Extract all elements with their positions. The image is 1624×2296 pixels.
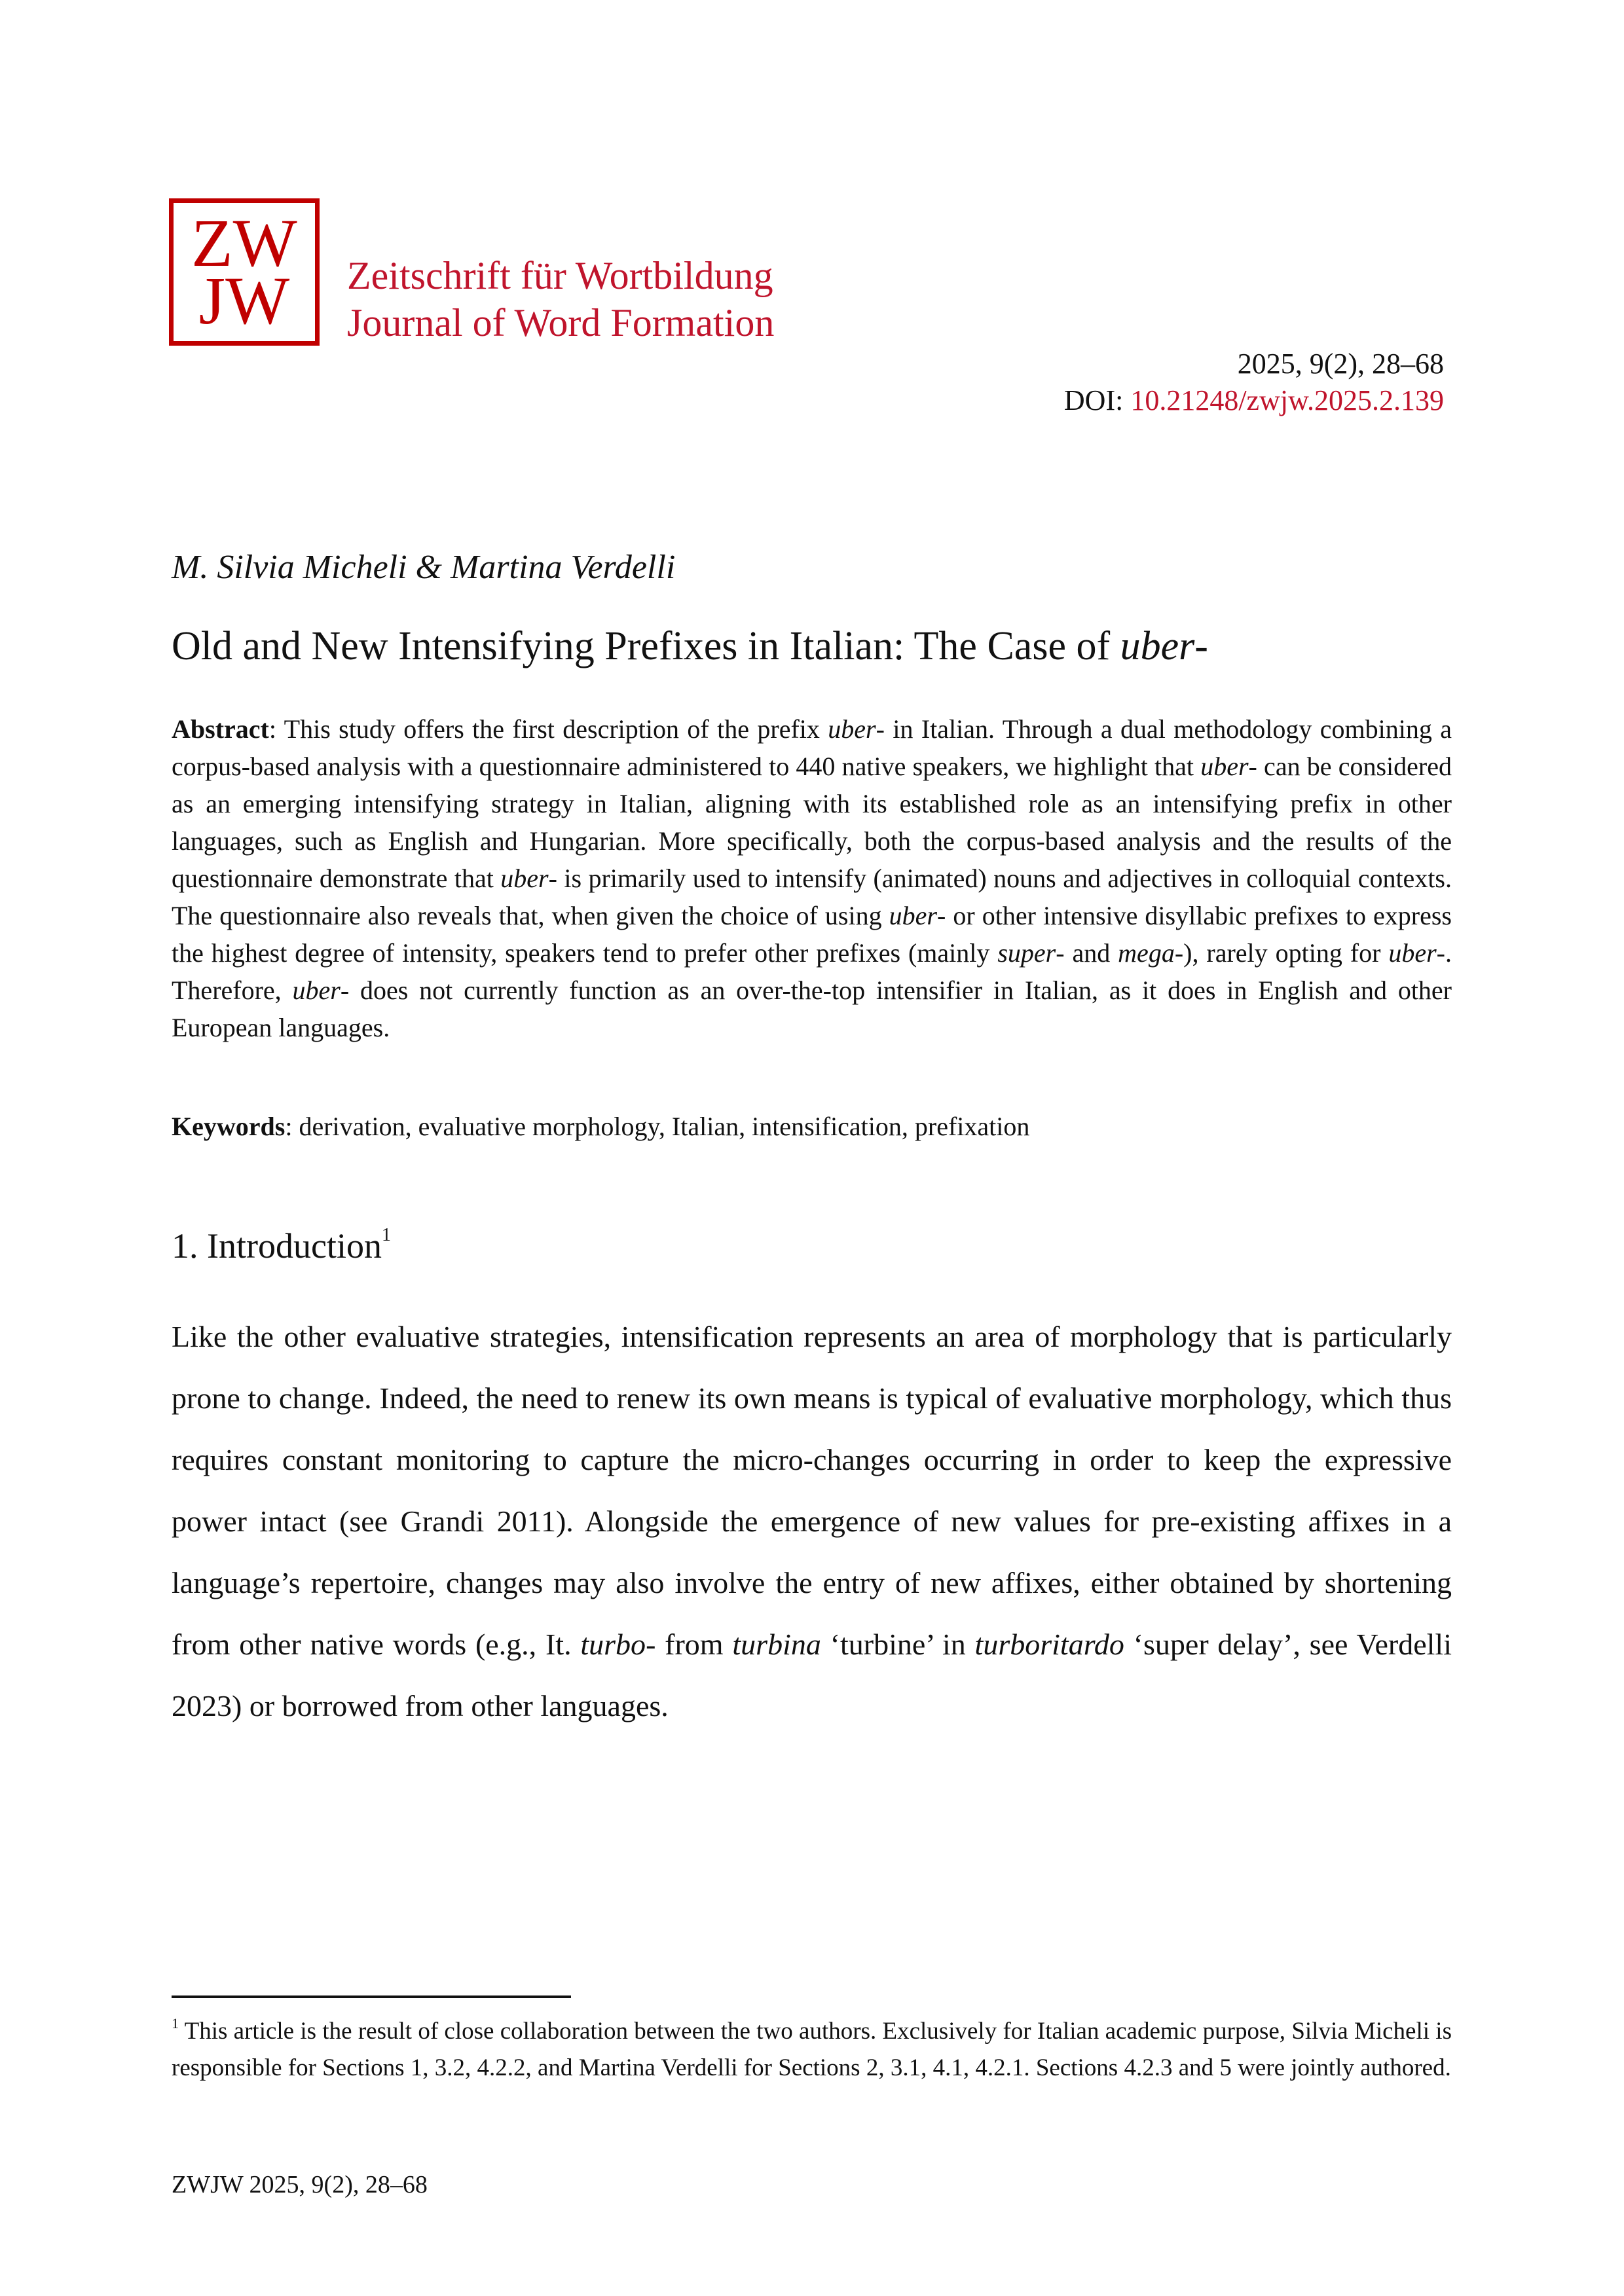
- keywords-list: : derivation, evaluative morphology, Italian, intensification, prefixation: [285, 1112, 1030, 1141]
- doi-label: DOI:: [1063, 384, 1131, 416]
- abstract-text: - and: [1056, 938, 1118, 968]
- abstract-italic-term: uber: [500, 864, 549, 893]
- title-main: Old and New Intensifying Prefixes in Italian: The Case of: [172, 624, 1120, 668]
- article-authors: M. Silvia Micheli & Martina Verdelli: [172, 549, 676, 586]
- abstract-text: - or other intensive disyllabic prefixes to express the highest degree of intensity, speakers tend to prefer other prefixes (mainly: [172, 901, 1452, 968]
- footnote: [172, 2013, 1452, 2086]
- logo-line-1: ZW: [191, 205, 297, 281]
- journal-name-german: Zeitschrift für Wortbildung: [347, 254, 773, 297]
- section-heading-text: 1. Introduction: [172, 1226, 382, 1266]
- abstract-text: - does not currently function as an over-the-top intensifier in Italian, as it does in English and other European languages.: [172, 975, 1452, 1042]
- intro-text: Like the other evaluative strategies, intensification represents an area of morphology that is particularly prone to change. Indeed, the need to renew its own means is typical of evaluative morphology, which thus requires constant monitoring to capture the micro-changes occurring in order to keep the expressive power intact (see Grandi 2011). Alongside the emergence of new values for pre-existing affixes in a language’s repertoire, changes may also involve the entry of new affixes, either obtained by shortening from other native words (e.g., It.: [172, 1320, 1452, 1661]
- journal-logo: [169, 198, 320, 346]
- abstract-text: - is primarily used to intensify (animated) nouns and adjectives in colloquial contexts. The questionnaire also reveals that, when given the choice of using: [172, 864, 1452, 930]
- abstract-text: -), rarely opting for: [1174, 938, 1389, 968]
- abstract-italic-term: super: [997, 938, 1056, 968]
- section-heading-introduction: [172, 1224, 391, 1267]
- running-footer: ZWJW 2025, 9(2), 28–68: [172, 2171, 428, 2198]
- abstract-italic-term: uber: [828, 714, 876, 744]
- introduction-paragraph: [172, 1306, 1452, 1737]
- abstract-text: - in Italian. Through a dual methodology combining a corpus-based analysis with a questionnaire administered to 440 native speakers, we highlight that: [172, 714, 1452, 781]
- keywords: [172, 1108, 1452, 1145]
- title-italic: uber: [1120, 624, 1195, 668]
- footnote-ref[interactable]: 1: [381, 1225, 391, 1245]
- article-title: [172, 622, 1208, 670]
- intro-italic-term: turbo: [580, 1628, 646, 1661]
- doi-link[interactable]: 10.21248/zwjw.2025.2.139: [1130, 384, 1444, 416]
- footnote-text: This article is the result of close collaboration between the two authors. Exclusively for Italian academic purpose, Silvia Micheli is responsible for Sections 1, 3.2, 4.2.2, and Martina Verdelli for Sections 2, 3.1, 4.1, 4.2.1. Sections 4.2.3 and 5 were jointly authored.: [172, 2018, 1452, 2081]
- keywords-label: Keywords: [172, 1112, 286, 1141]
- abstract-italic-term: uber: [1200, 752, 1249, 781]
- abstract-italic-term: mega: [1118, 938, 1175, 968]
- abstract-italic-term: uber: [292, 975, 341, 1005]
- intro-italic-term: turboritardo: [974, 1628, 1124, 1661]
- footnote-number: 1: [172, 2015, 179, 2032]
- title-end: -: [1194, 624, 1208, 668]
- intro-text: - from: [646, 1628, 733, 1661]
- abstract-body: [172, 714, 1452, 1042]
- journal-names: [347, 252, 774, 346]
- intro-italic-term: turbina: [732, 1628, 821, 1661]
- abstract-text: -. Therefore,: [172, 938, 1452, 1005]
- journal-name-english: Journal of Word Formation: [347, 301, 775, 344]
- abstract-text: - can be considered as an emerging intensifying strategy in Italian, aligning with its established role as an intensifying prefix in other languages, such as English and Hungarian. More specifically, both the corpus-based analysis and the results of the questionnaire demonstrate that: [172, 752, 1452, 893]
- footnote-divider: [172, 1995, 571, 1998]
- logo-line-2: JW: [198, 263, 290, 338]
- intro-text: ‘super delay’, see Verdelli 2023) or borrowed from other languages.: [172, 1628, 1452, 1722]
- abstract-text: : This study offers the first description of the prefix: [268, 714, 828, 744]
- abstract-label: Abstract: [172, 714, 269, 744]
- issue-citation: 2025, 9(2), 28–68: [1237, 348, 1444, 380]
- intro-text: ‘turbine’ in: [821, 1628, 975, 1661]
- abstract: [172, 710, 1452, 1046]
- doi-line: [1064, 382, 1444, 419]
- abstract-italic-term: uber: [1388, 938, 1437, 968]
- issue-info: [1064, 346, 1444, 419]
- abstract-italic-term: uber: [889, 901, 937, 930]
